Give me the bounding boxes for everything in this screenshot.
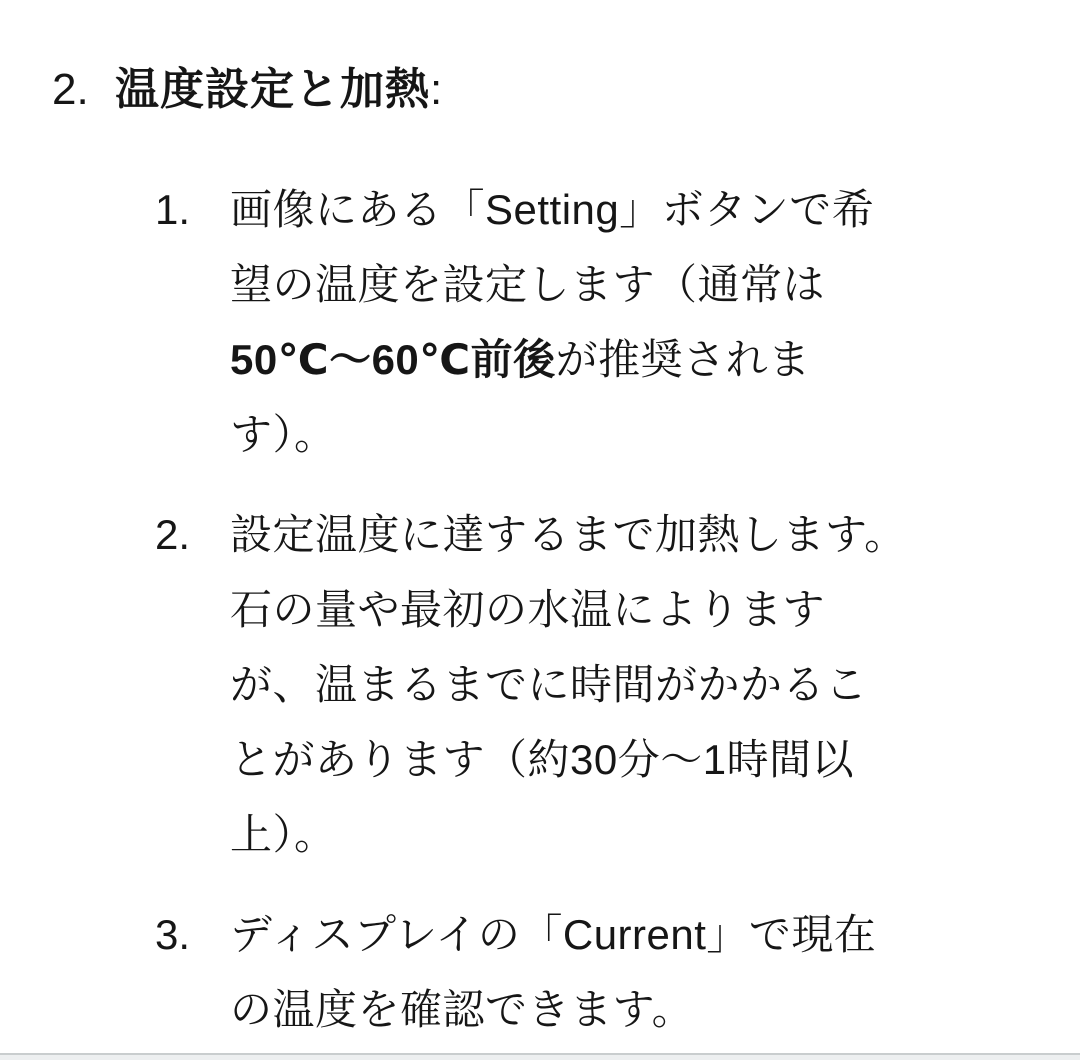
- item-line: [230, 172, 874, 247]
- instruction-list: [155, 172, 1040, 1047]
- section-heading: [52, 62, 1040, 118]
- emphasized-text: 50℃〜60℃前後: [230, 336, 556, 383]
- item-text: [230, 172, 874, 472]
- body-text: 望の温度を設定します（通常は: [230, 261, 826, 308]
- list-item: [155, 497, 1040, 872]
- body-text: の温度を確認できます。: [230, 986, 695, 1033]
- body-text: 石の量や最初の水温によります: [230, 586, 826, 633]
- body-text: とがあります（約30分〜1時間以: [230, 736, 855, 783]
- item-number: 3.: [155, 911, 191, 958]
- item-line: [230, 722, 907, 797]
- section-title-suffix: :: [430, 65, 443, 114]
- item-line: [230, 897, 876, 972]
- item-line: [230, 797, 907, 872]
- body-text: す）。: [230, 411, 337, 458]
- item-number: 1.: [155, 186, 191, 233]
- item-number: 2.: [155, 511, 191, 558]
- item-text: [230, 497, 907, 872]
- item-line: [230, 322, 874, 397]
- body-text: 設定温度に達するまで加熱します。: [230, 511, 907, 558]
- item-line: [230, 397, 874, 472]
- list-item: [155, 172, 1040, 472]
- item-line: [230, 247, 874, 322]
- item-line: [230, 497, 907, 572]
- section-number: 2.: [52, 65, 89, 114]
- body-text: が、温まるまでに時間がかかるこ: [230, 661, 868, 708]
- body-text: 上）。: [230, 811, 337, 858]
- item-line: [230, 647, 907, 722]
- body-text: が推奨されま: [555, 336, 811, 383]
- section-title: 温度設定と加熱: [115, 65, 430, 114]
- item-line: [230, 572, 907, 647]
- item-text: [230, 897, 876, 1047]
- body-text: ディスプレイの「Current」で現在: [230, 911, 877, 958]
- list-item: [155, 897, 1040, 1047]
- bottom-divider-bar: [0, 1053, 1080, 1060]
- body-text: 画像にある「Setting」ボタンで希: [230, 186, 875, 233]
- item-line: [230, 972, 876, 1047]
